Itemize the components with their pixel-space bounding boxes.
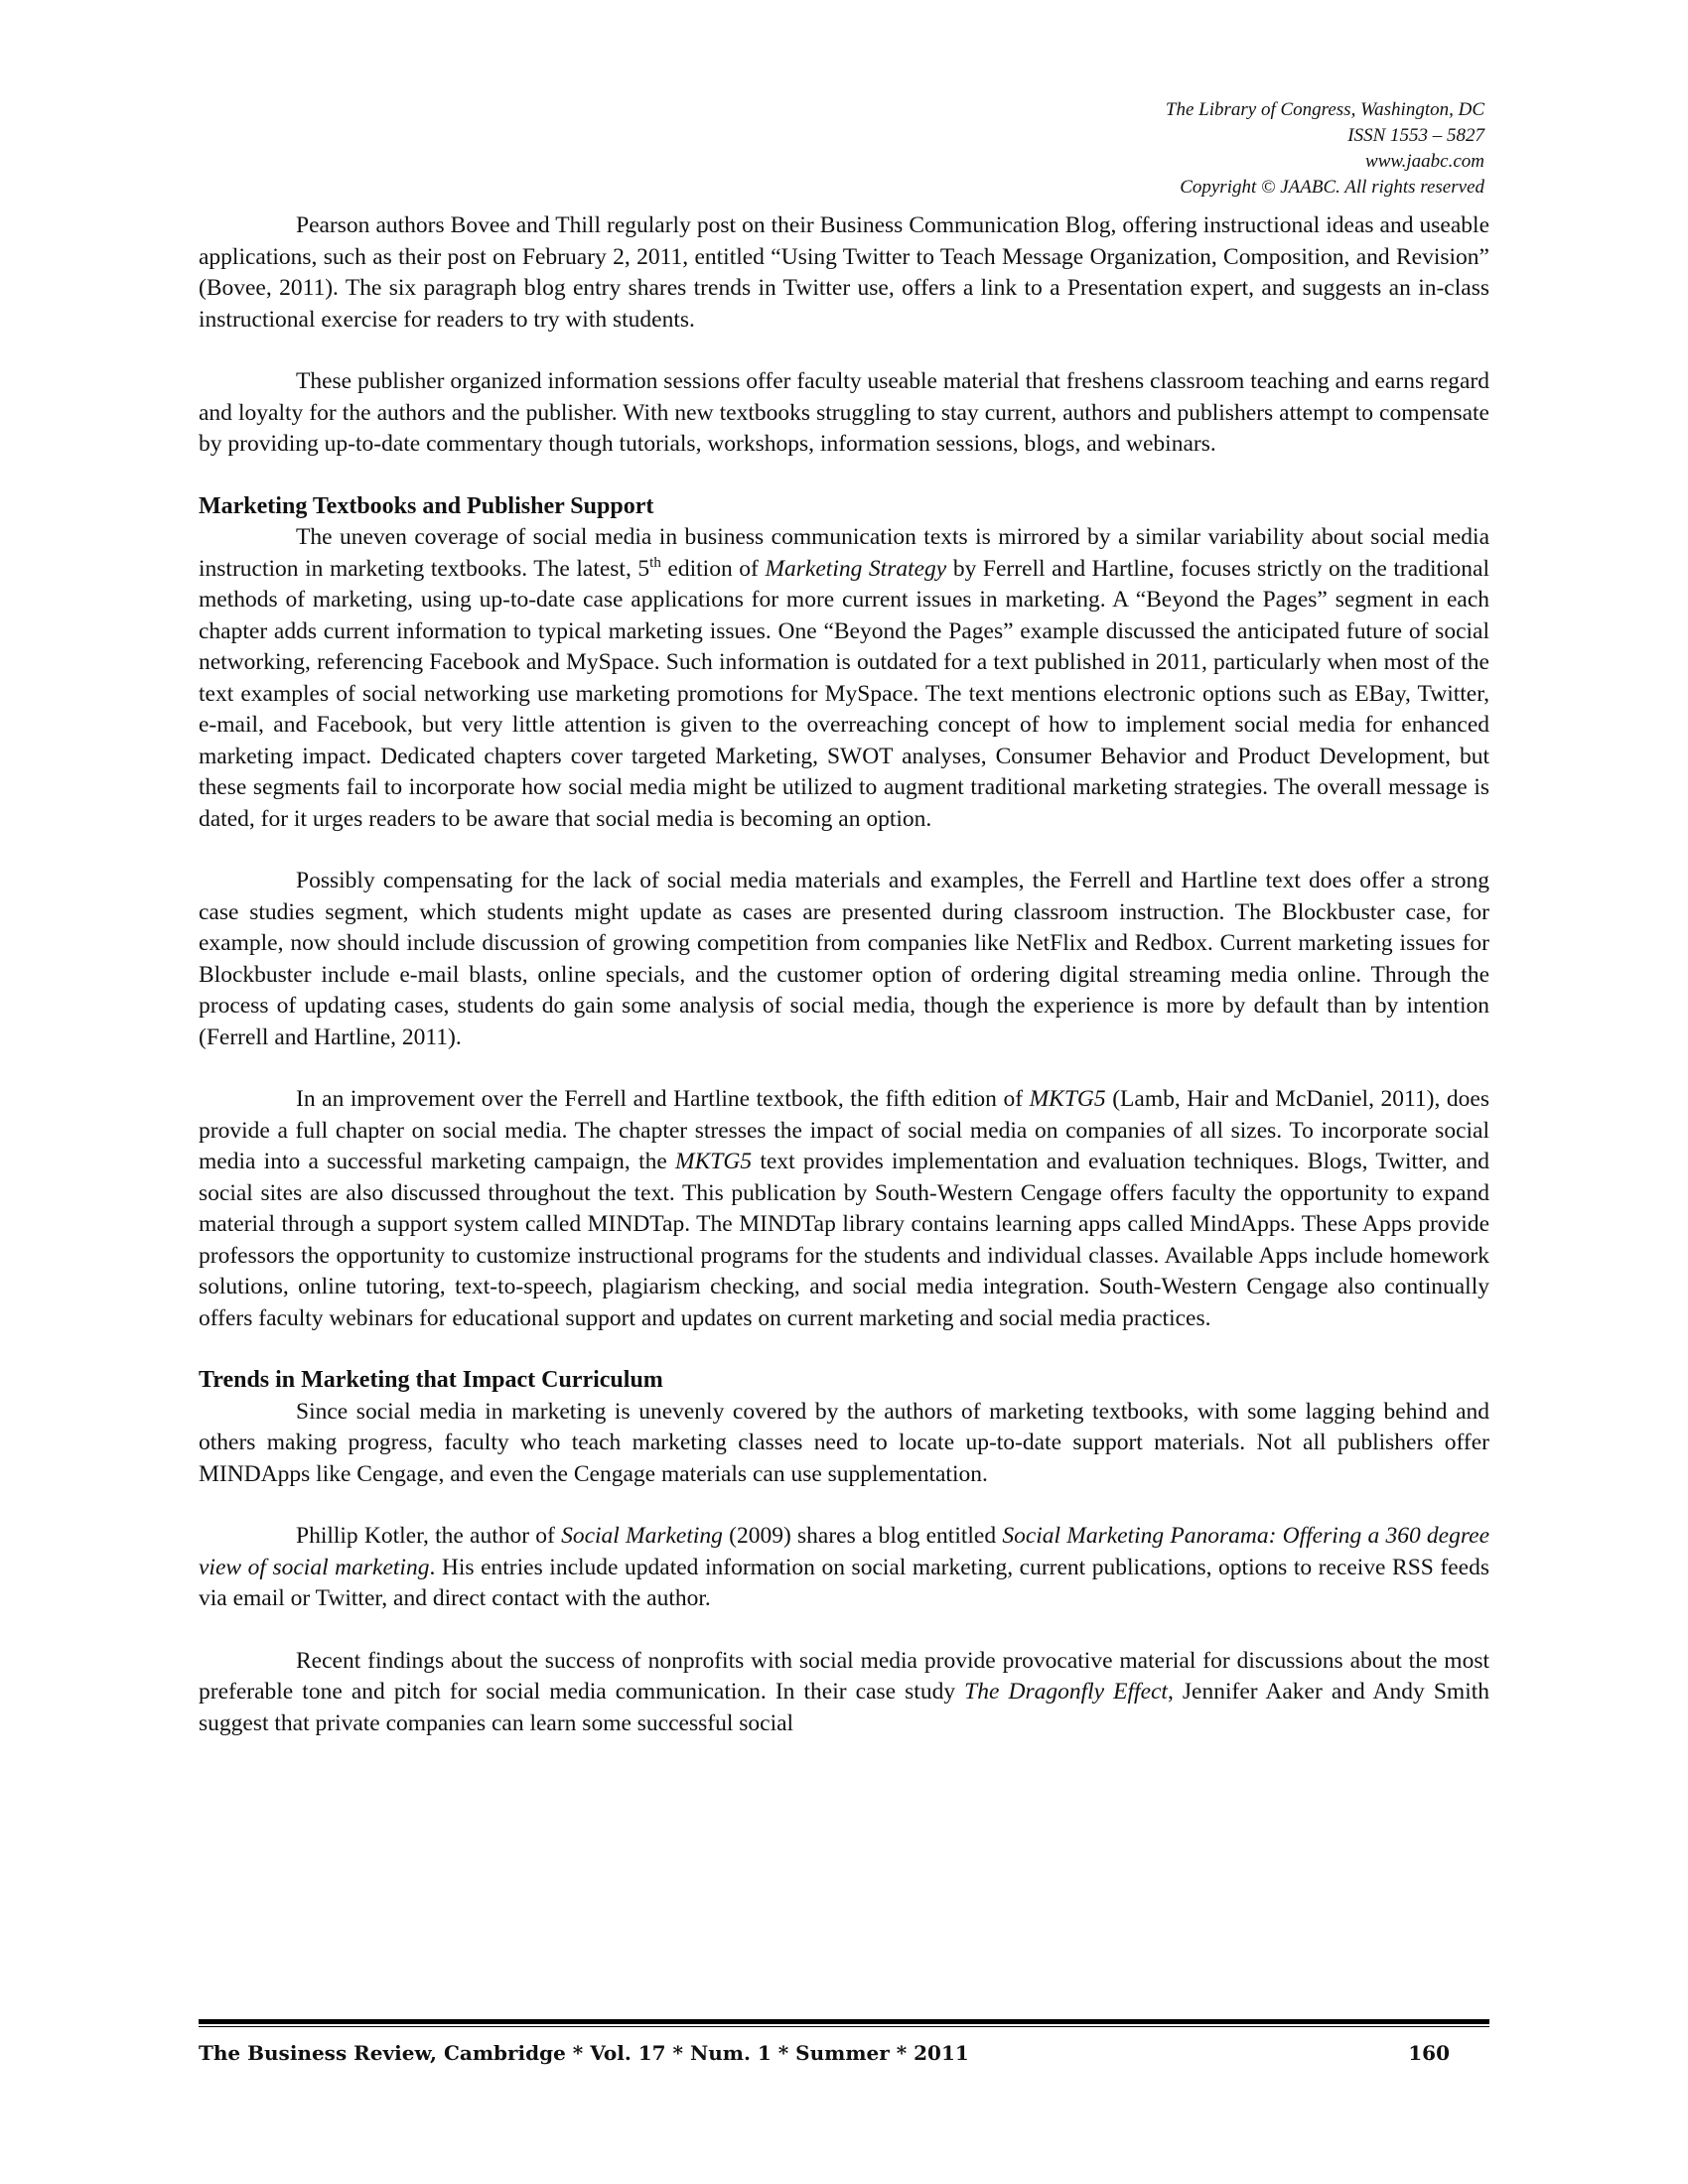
book-title: The Dragonfly Effect (964, 1679, 1168, 1705)
superscript: th (649, 554, 661, 571)
book-title: MKTG5 (1029, 1086, 1106, 1112)
section-heading-marketing-textbooks: Marketing Textbooks and Publisher Support (199, 492, 654, 519)
text-run: edition of (660, 555, 766, 582)
text-run: (2009) shares a blog entitled (722, 1523, 1003, 1549)
text-run: text provides implementation and evaluation techniques. Blogs, Twitter, and social sites are also discussed throughout the text. This publication by South-Western Cengage offers faculty the opportunity to expand material through a support system called MINDTap. The MINDTap library contains learning apps called MindApps. These Apps provide professors the opportunity to customize instructional programs for the students and individual classes. Available Apps include homework solutions, online tutoring, text-to-speech, plagiarism checking, and social media integration. South-Western Cengage also continually offers faculty webinars for educational support and updates on current marketing and social media practices. (199, 1149, 1489, 1331)
paragraph-kotler (199, 1521, 1489, 1615)
text-run: (Lamb, Hair and McDaniel, 2011), does provide a full chapter on social media. The chapter stresses the impact of social media on companies of all sizes. To incorporate social media into a successful marketing campaign, the (199, 1086, 1489, 1174)
text-run: Phillip Kotler, the author of (296, 1523, 562, 1549)
book-title: MKTG5 (675, 1149, 753, 1174)
publication-header (789, 97, 1484, 201)
book-title: Marketing Strategy (765, 555, 947, 582)
text-run: Recent findings about the success of nonprofits with social media provide provocative material for discussions about the most preferable tone and pitch for social media communication. In their case study (199, 1647, 1489, 1705)
paragraph-case-studies: Possibly compensating for the lack of social media materials and examples, the Ferrell and Hartline text does offer a strong case studies segment, which students might update as cases are presented during classroom instruction. The Blockbuster case, for example, now should include discussion of growing competition from companies like NetFlix and Redbox. Current marketing issues for Blockbuster include e-mail blasts, online specials, and the customer option of ordering digital streaming media online. Through the process of updating cases, students do gain some analysis of social media, though the experience is more by default than by intention (Ferrell and Hartline, 2011). (199, 868, 1489, 1050)
page-number: 160 (1408, 2041, 1450, 2065)
paragraph-marketing-strategy (199, 522, 1489, 835)
paragraph-uneven-coverage: Since social media in marketing is unevenly covered by the authors of marketing textbooks, with some lagging behind and others making progress, faculty who teach marketing classes need to locate up-to-date support materials. Not all publishers offer MINDApps like Cengage, and even the Cengage materials can use supplementation. (199, 1398, 1489, 1487)
text-run: , Jennifer Aaker and Andy Smith suggest that private companies can learn some successful social (199, 1679, 1490, 1736)
text-run: by Ferrell and Hartline, focuses strictly on the traditional methods of marketing, using up-to-date case applications for more current issues in marketing. A “Beyond the Pages” segment in each chapter adds current information to typical marketing issues. One “Beyond the Pages” example discussed the anticipated future of social networking, referencing Facebook and MySpace. Such information is outdated for a text published in 2011, particularly when most of the text examples of social networking use marketing promotions for MySpace. The text mentions electronic options such as EBay, Twitter, e-mail, and Facebook, but very little attention is given to the overreaching concept of how to implement social media for enhanced marketing impact. Dedicated chapters cover targeted Marketing, SWOT analyses, Consumer Behavior and Product Development, but these segments fail to incorporate how social media might be utilized to augment traditional marketing strategies. The overall message is dated, for it urges readers to be aware that social media is becoming an option. (199, 555, 1489, 832)
footer-divider (199, 2019, 1489, 2027)
blog-title: Social Marketing Panorama: Offering a 360 degree view of social marketing (199, 1523, 1489, 1580)
header-issn: ISSN 1553 – 5827 (1347, 125, 1484, 146)
article-body (199, 210, 1489, 1770)
text-run: In an improvement over the Ferrell and Hartline textbook, the fifth edition of (296, 1086, 1030, 1112)
paragraph-publisher-sessions: These publisher organized information sessions offer faculty useable material that freshens classroom teaching and earns regard and loyalty for the authors and the publisher. With new textbooks struggling to stay current, authors and publishers attempt to compensate by providing up-to-date commentary though tutorials, workshops, information sessions, blogs, and webinars. (199, 368, 1489, 457)
header-library: The Library of Congress, Washington, DC (1165, 99, 1484, 120)
paragraph-mktg5 (199, 1084, 1489, 1334)
text-run: . His entries include updated information on social marketing, current publications, options to receive RSS feeds via email or Twitter, and direct contact with the author. (199, 1554, 1490, 1611)
paragraph-bovee-thill: Pearson authors Bovee and Thill regularly post on their Business Communication Blog, offering instructional ideas and useable applications, such as their post on February 2, 2011, entitled “Using Twitter to Teach Message Organization, Composition, and Revision” (Bovee, 2011). The six paragraph blog entry shares trends in Twitter use, offers a link to a Presentation expert, and suggests an in-class instructional exercise for readers to try with students. (199, 212, 1489, 333)
paragraph-nonprofits (199, 1646, 1489, 1740)
header-copyright: Copyright © JAABC. All rights reserved (1180, 177, 1484, 198)
text-run: The uneven coverage of social media in business communication texts is mirrored by a similar variability about social media instruction in marketing textbooks. The latest, 5 (199, 524, 1489, 582)
header-website: www.jaabc.com (1365, 151, 1484, 172)
section-heading-trends: Trends in Marketing that Impact Curriculum (199, 1367, 663, 1393)
footer-journal-citation: The Business Review, Cambridge * Vol. 17 * Num. 1 * Summer * 2011 (199, 2041, 969, 2065)
book-title: Social Marketing (561, 1523, 723, 1549)
